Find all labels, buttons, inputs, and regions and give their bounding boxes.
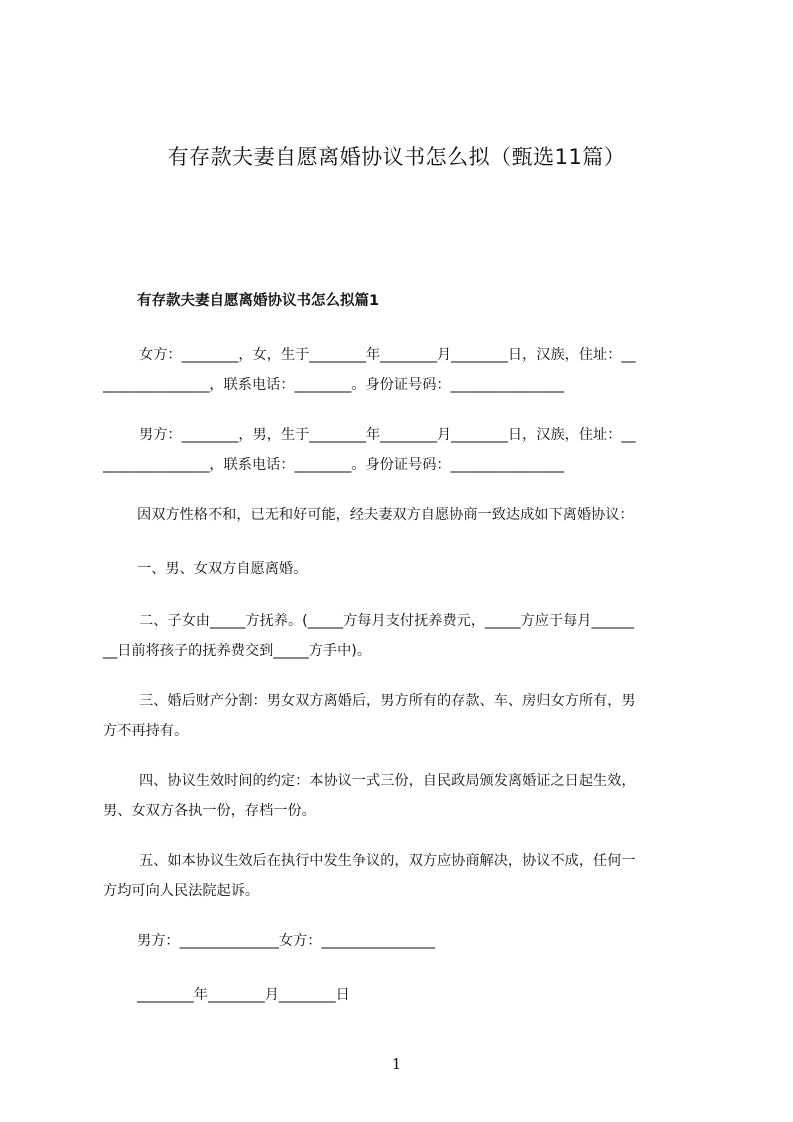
paragraph-male-party <box>103 420 703 480</box>
paragraph-line: ________年________月________日 <box>137 987 350 1003</box>
paragraph-line: 男方：________，男，生于________年________月________日，汉族，住址：__ <box>139 427 636 443</box>
paragraph-line: 四、协议生效时间的约定：本协议一式三份，自民政局颁发离婚证之日起生效， <box>139 773 636 789</box>
paragraph-line: 方不再持有。 <box>103 723 189 739</box>
paragraph-line: 男、女双方各执一份，存档一份。 <box>103 803 316 819</box>
paragraph-line: 五、如本协议生效后在执行中发生争议的，双方应协商解决，协议不成，任何一 <box>139 853 636 869</box>
paragraph-clause-1 <box>103 554 703 584</box>
paragraph-clause-4 <box>103 766 703 826</box>
date-line <box>103 980 703 1010</box>
paragraph-line: 因双方性格不和，已无和好可能，经夫妻双方自愿协商一致达成如下离婚协议： <box>137 507 634 523</box>
page-number: 1 <box>391 1055 402 1073</box>
paragraph-line: 男方：______________女方：________________ <box>137 933 435 949</box>
paragraph-line: 三、婚后财产分割：男女双方离婚后，男方所有的存款、车、房归女方所有，男 <box>139 693 636 709</box>
paragraph-line: __日前将孩子的抚养费交到_____方手中)。 <box>103 643 372 659</box>
paragraph-line: 二、子女由_____方抚养。(_____方每月支付抚养费元，_____方应于每月______ <box>139 613 635 629</box>
paragraph-female-party <box>103 340 703 400</box>
signature-line <box>103 926 703 956</box>
paragraph-clause-3 <box>103 686 703 746</box>
paragraph-line: _______________，联系电话：________。身份证号码：________________ <box>103 457 565 473</box>
paragraph-line: _______________，联系电话：________。身份证号码：________________ <box>103 377 565 393</box>
paragraph-line: 女方：________，女，生于________年________月________日，汉族，住址：__ <box>139 347 636 363</box>
paragraph-clause-5 <box>103 846 703 906</box>
paragraph-reason <box>103 500 703 530</box>
section-heading: 有存款夫妻自愿离婚协议书怎么拟篇1 <box>137 293 380 309</box>
paragraph-clause-2 <box>103 606 703 666</box>
paragraph-line: 一、男、女双方自愿离婚。 <box>137 561 308 577</box>
document-title: 有存款夫妻自愿离婚协议书怎么拟（甄选11篇） <box>167 145 626 169</box>
paragraph-line: 方均可向人民法院起诉。 <box>103 883 260 899</box>
